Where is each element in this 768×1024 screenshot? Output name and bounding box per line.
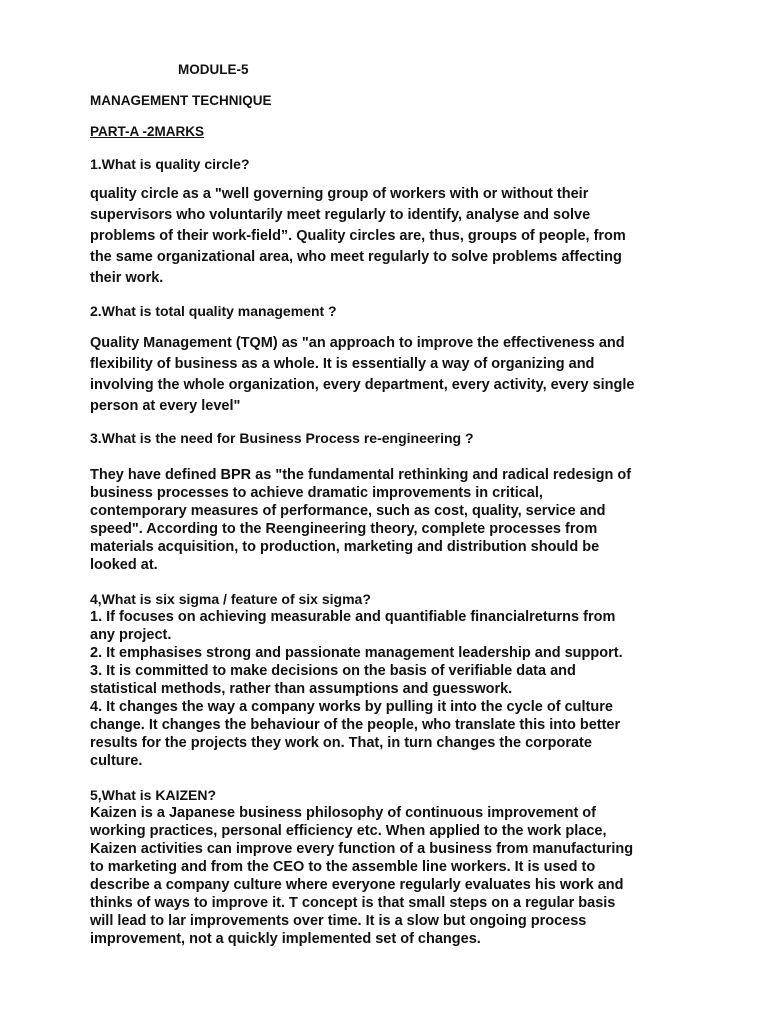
answer-line: 1. If focuses on achieving measurable and quantifiable financialreturns from xyxy=(90,609,616,625)
answer-line: any project. xyxy=(90,627,172,643)
answer-line: the same organizational area, who meet regularly to solve problems affecting xyxy=(90,249,622,265)
answer-4 xyxy=(90,608,623,770)
answer-line: statistical methods, rather than assumptions and guesswork. xyxy=(90,681,513,697)
answer-line: will lead to lar improvements over time. It is a slow but ongoing process xyxy=(90,913,587,929)
module-title: MODULE-5 xyxy=(178,62,249,77)
answer-line: looked at. xyxy=(90,557,158,573)
answer-line: contemporary measures of performance, such as cost, quality, service and xyxy=(90,503,606,519)
answer-line: describe a company culture where everyone regularly evaluates his work and xyxy=(90,877,624,893)
subject-title: MANAGEMENT TECHNIQUE xyxy=(90,93,272,108)
answer-line: Quality Management (TQM) as "an approach to improve the effectiveness and xyxy=(90,335,625,351)
answer-line: Kaizen activities can improve every function of a business from manufacturing xyxy=(90,841,634,857)
answer-line: to marketing and from the CEO to the assemble line workers. It is used to xyxy=(90,859,596,875)
answer-line: 3. It is committed to make decisions on the basis of verifiable data and xyxy=(90,663,576,679)
answer-line: business processes to achieve dramatic improvements in critical, xyxy=(90,485,543,501)
answer-line: involving the whole organization, every department, every activity, every single xyxy=(90,377,635,393)
answer-line: person at every level" xyxy=(90,398,241,414)
answer-line: quality circle as a "well governing group of workers with or without their xyxy=(90,186,589,202)
answer-line: flexibility of business as a whole. It is essentially a way of organizing and xyxy=(90,356,595,372)
answer-2 xyxy=(90,333,634,417)
question-1: 1.What is quality circle? xyxy=(90,156,250,172)
question-3: 3.What is the need for Business Process re-engineering ? xyxy=(90,430,474,446)
question-2: 2.What is total quality management ? xyxy=(90,303,337,319)
answer-line: 4. It changes the way a company works by pulling it into the cycle of culture xyxy=(90,699,613,715)
answer-line: supervisors who voluntarily meet regularly to identify, analyse and solve xyxy=(90,207,591,223)
answer-line: change. It changes the behaviour of the people, who translate this into better xyxy=(90,717,621,733)
answer-line: culture. xyxy=(90,753,143,769)
answer-line: materials acquisition, to production, marketing and distribution should be xyxy=(90,539,600,555)
answer-line: improvement, not a quickly implemented set of changes. xyxy=(90,931,481,947)
part-heading: PART-A -2MARKS xyxy=(90,124,204,139)
answer-line: results for the projects they work on. That, in turn changes the corporate xyxy=(90,735,592,751)
answer-1 xyxy=(90,184,626,289)
question-5: 5,What is KAIZEN? xyxy=(90,787,217,803)
answer-3 xyxy=(90,466,631,574)
answer-line: their work. xyxy=(90,270,164,286)
question-4: 4,What is six sigma / feature of six sigma? xyxy=(90,591,371,607)
answer-line: problems of their work-field”. Quality circles are, thus, groups of people, from xyxy=(90,228,626,244)
answer-line: Kaizen is a Japanese business philosophy of continuous improvement of xyxy=(90,805,596,821)
answer-line: thinks of ways to improve it. T concept is that small steps on a regular basis xyxy=(90,895,616,911)
answer-line: They have defined BPR as "the fundamental rethinking and radical redesign of xyxy=(90,467,632,483)
answer-line: working practices, personal efficiency etc. When applied to the work place, xyxy=(90,823,607,839)
answer-line: speed". According to the Reengineering theory, complete processes from xyxy=(90,521,598,537)
answer-line: 2. It emphasises strong and passionate management leadership and support. xyxy=(90,645,623,661)
answer-5 xyxy=(90,804,633,948)
